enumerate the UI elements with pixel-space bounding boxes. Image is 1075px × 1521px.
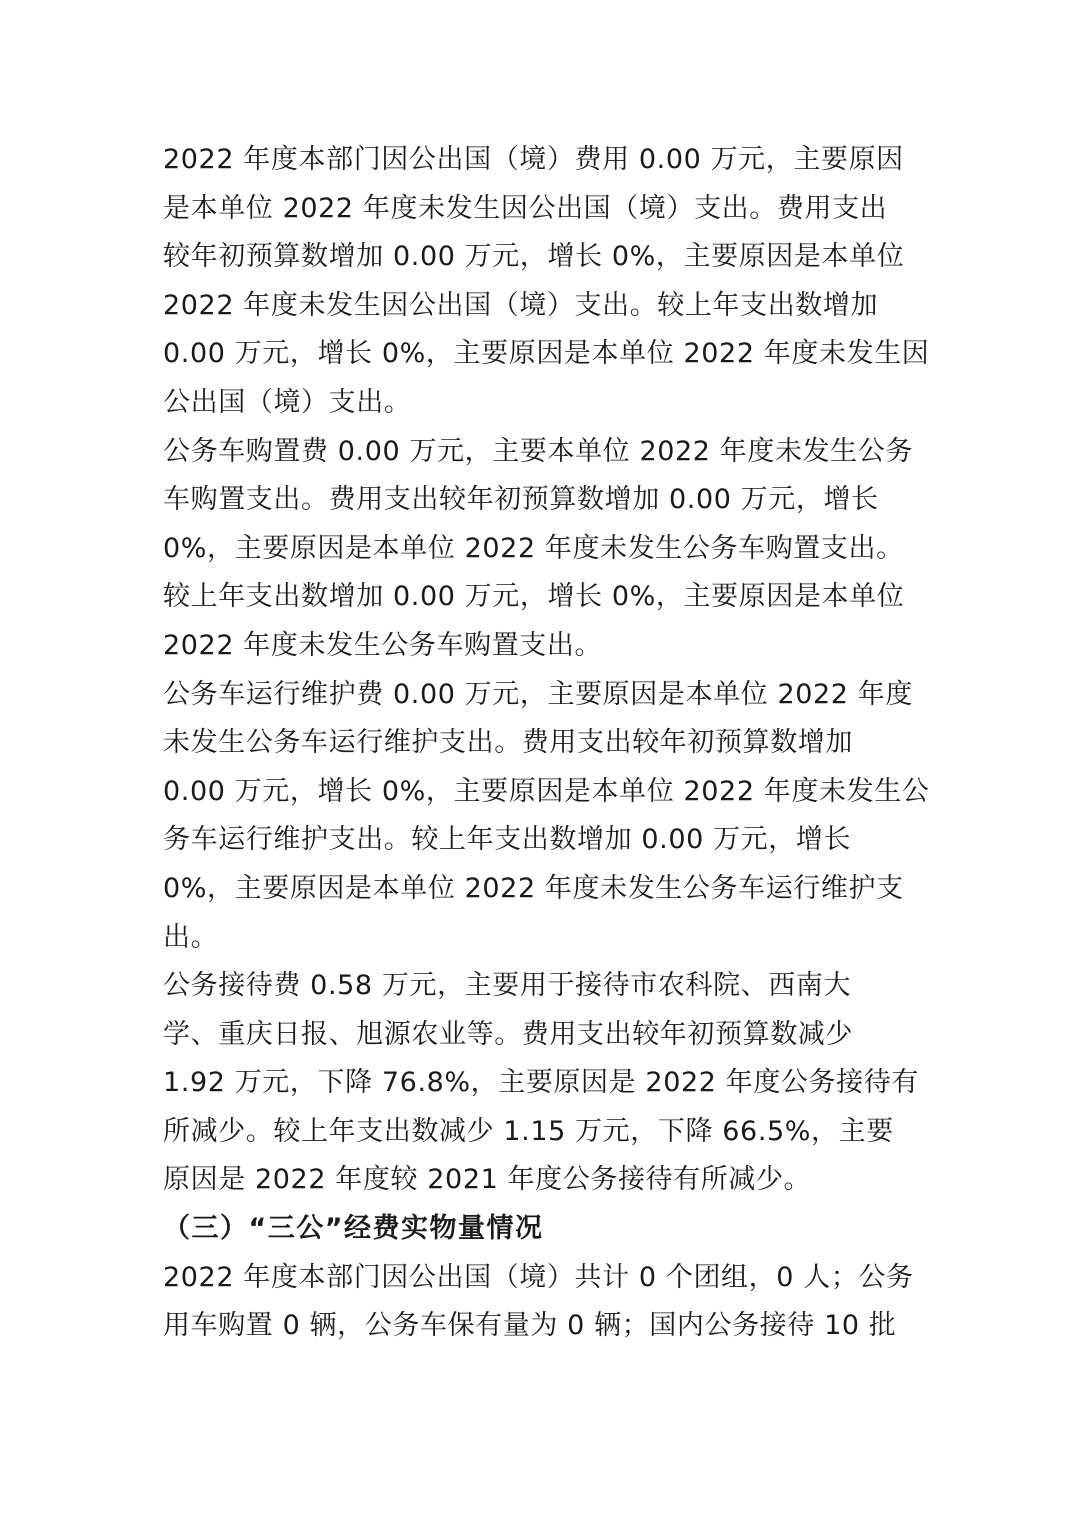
text-line: 公务车运行维护费 0.00 万元，主要原因是本单位 2022 年度 [163, 678, 913, 710]
text-line: 公务接待费 0.58 万元，主要用于接待市农科院、西南大 [163, 970, 852, 1002]
text-line: 车购置支出。费用支出较年初预算数增加 0.00 万元，增长 [163, 484, 879, 516]
text-line: 出。 [163, 921, 219, 953]
text-line: 0%，主要原因是本单位 2022 年度未发生公务车购置支出。 [163, 532, 904, 564]
text-line: 较年初预算数增加 0.00 万元，增长 0%，主要原因是本单位 [163, 241, 905, 273]
text-line: 0%，主要原因是本单位 2022 年度未发生公务车运行维护支 [163, 872, 904, 904]
text-line: 学、重庆日报、旭源农业等。费用支出较年初预算数减少 [163, 1018, 853, 1050]
text-line: 2022 年度本部门因公出国（境）费用 0.00 万元，主要原因 [163, 144, 904, 175]
text-line: 2022 年度未发生公务车购置支出。 [163, 629, 603, 661]
text-line: 公务车购置费 0.00 万元，主要本单位 2022 年度未发生公务 [163, 435, 913, 467]
text-line: 是本单位 2022 年度未发生因公出国（境）支出。费用支出 [163, 192, 888, 224]
text-line: 2022 年度本部门因公出国（境）共计 0 个团组，0 人；公务 [163, 1261, 914, 1293]
document-body [163, 136, 930, 1351]
text-line: 务车运行维护支出。较上年支出数增加 0.00 万元，增长 [163, 824, 852, 856]
text-line: 1.92 万元，下降 76.8%，主要原因是 2022 年度公务接待有 [163, 1067, 919, 1099]
text-line: 较上年支出数增加 0.00 万元，增长 0%，主要原因是本单位 [163, 581, 905, 613]
text-line: 2022 年度未发生因公出国（境）支出。较上年支出数增加 [163, 289, 879, 321]
text-line: 0.00 万元，增长 0%，主要原因是本单位 2022 年度未发生公 [163, 775, 930, 807]
text-line: 用车购置 0 辆，公务车保有量为 0 辆；国内公务接待 10 批 [163, 1310, 897, 1342]
section-heading: （三）“三公”经费实物量情况 [163, 1213, 544, 1245]
text-line: 所减少。较上年支出数减少 1.15 万元，下降 66.5%，主要 [163, 1115, 894, 1147]
text-line: 公出国（境）支出。 [163, 386, 412, 418]
text-line: 0.00 万元，增长 0%，主要原因是本单位 2022 年度未发生因 [163, 338, 930, 370]
text-line: 原因是 2022 年度较 2021 年度公务接待有所减少。 [163, 1164, 812, 1196]
text-line: 未发生公务车运行维护支出。费用支出较年初预算数增加 [163, 727, 853, 759]
